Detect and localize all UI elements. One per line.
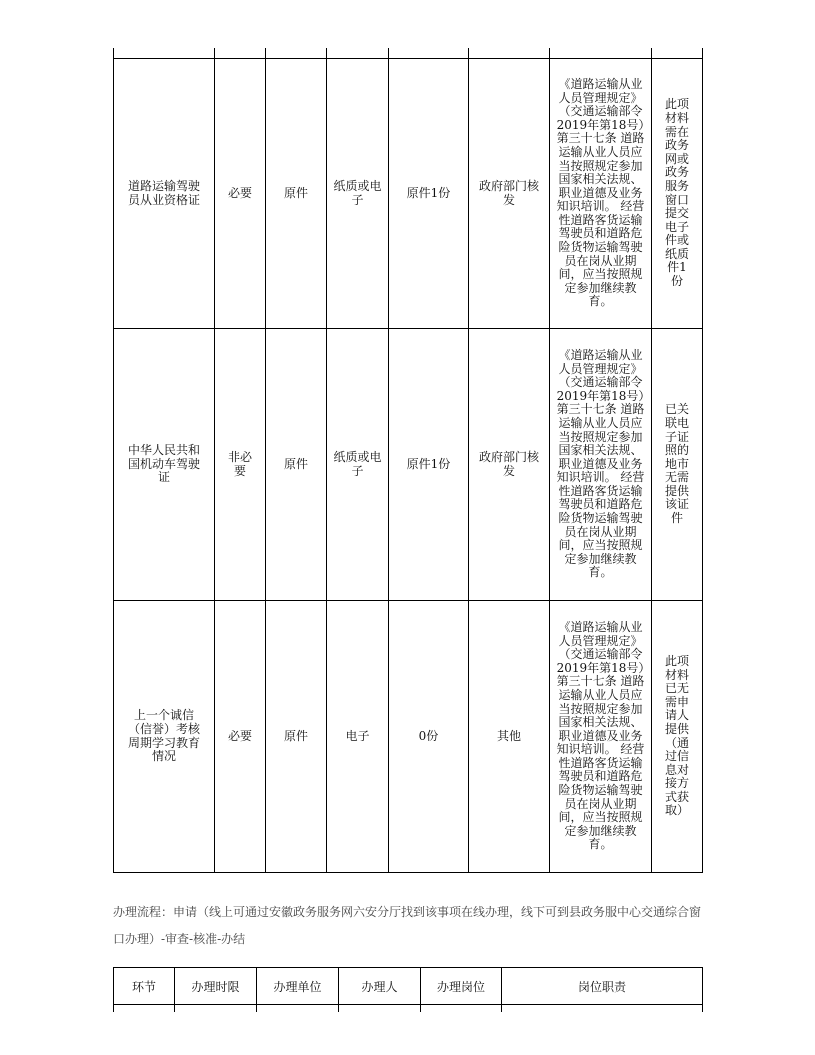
material-copies: 原件1份 — [406, 185, 451, 200]
header-unit: 办理单位 — [273, 979, 322, 994]
material-required: 必要 — [227, 728, 252, 743]
header-duties: 岗位职责 — [577, 979, 626, 994]
header-time-limit: 办理时限 — [191, 979, 240, 994]
material-name: 中华人民共和国机动车驾驶证 — [127, 443, 200, 485]
material-copies: 原件1份 — [406, 456, 451, 471]
material-required: 非必要 — [227, 449, 252, 478]
process-flow-text: 办理流程：申请（线上可通过安徽政务服务网六安分厅找到该事项在线办理，线下可到县政务服中心交通综合窗口办理）-审查-核准-办结 — [113, 905, 702, 946]
material-form: 电子 — [345, 728, 370, 743]
header-handler: 办理人 — [361, 979, 398, 994]
material-name: 上一个诚信（信誉）考核周期学习教育情况 — [127, 708, 200, 764]
material-source: 原件 — [283, 185, 308, 200]
material-basis: 《道路运输从业人员管理规定》（交通运输部令2019年第18号）第三十七条 道路运输从业人员应当按照规定参加国家相关法规、职业道德及业务知识培训。 经营性道路客货运输驾驶员和道路危险货物运输驾驶员在岗从业期间，应当按照规定参加继续教育。 — [556, 76, 645, 309]
material-provider: 政府部门核发 — [478, 449, 539, 478]
material-form: 纸质或电子 — [333, 449, 382, 478]
material-copies: 0份 — [418, 728, 439, 743]
material-basis: 《道路运输从业人员管理规定》（交通运输部令2019年第18号）第三十七条 道路运输从业人员应当按照规定参加国家相关法规、职业道德及业务知识培训。 经营性道路客货运输驾驶员和道路危险货物运输驾驶员在岗从业期间，应当按照规定参加继续教育。 — [556, 347, 645, 580]
material-required: 必要 — [227, 185, 252, 200]
header-position: 办理岗位 — [436, 979, 485, 994]
material-provider: 政府部门核发 — [478, 178, 539, 207]
material-provider: 其他 — [496, 728, 521, 743]
material-note: 此项材料已无需申请人提供（通过信息对接方式获取） — [664, 653, 689, 818]
material-source: 原件 — [283, 456, 308, 471]
material-basis: 《道路运输从业人员管理规定》（交通运输部令2019年第18号）第三十七条 道路运输从业人员应当按照规定参加国家相关法规、职业道德及业务知识培训。 经营性道路客货运输驾驶员和道路危险货物运输驾驶员在岗从业期间，应当按照规定参加继续教育。 — [556, 619, 645, 852]
material-note: 此项材料需在政务网或政务服务窗口提交电子件或纸质件1份 — [664, 97, 689, 289]
material-name: 道路运输驾驶员从业资格证 — [127, 178, 200, 207]
header-stage: 环节 — [131, 979, 156, 994]
material-source: 原件 — [283, 728, 308, 743]
material-form: 纸质或电子 — [333, 178, 382, 207]
material-note: 已关联电子证照的地市无需提供该证件 — [664, 402, 689, 526]
